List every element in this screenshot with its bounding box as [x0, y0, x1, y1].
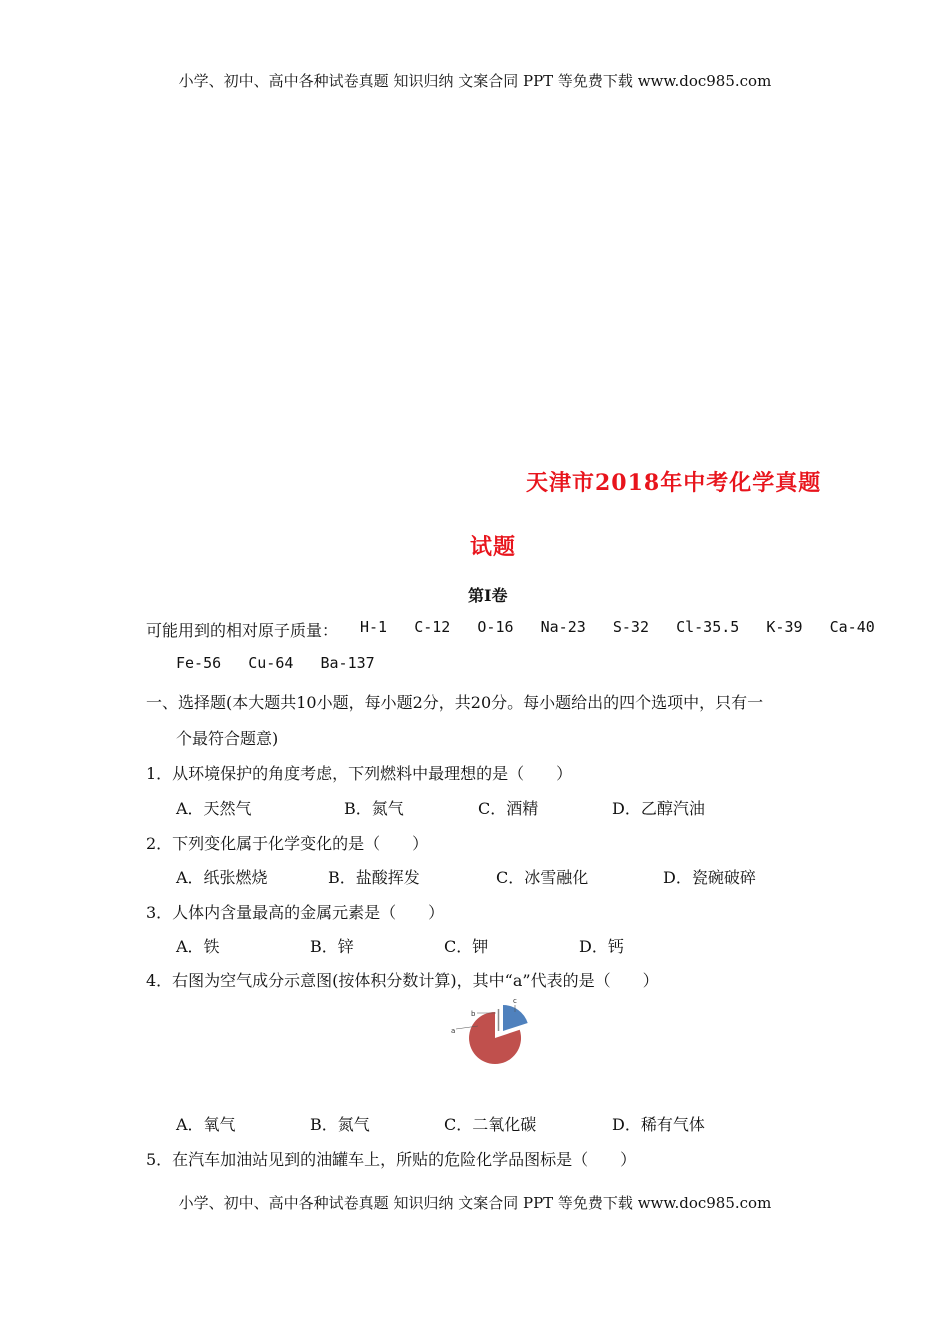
q4-option-a: A．氧气 [176, 1115, 236, 1134]
q2-option-d: D．瓷碗破碎 [663, 868, 756, 887]
mass-k: K-39 [766, 618, 803, 636]
mass-s: S-32 [612, 618, 649, 636]
question-5: 5．在汽车加油站见到的油罐车上，所贴的危险化学品图标是（ ） [146, 1150, 637, 1169]
q1-option-b: B．氮气 [344, 799, 404, 818]
q4-option-c: C．二氧化碳 [444, 1115, 537, 1134]
q3-option-b: B．锌 [310, 937, 354, 956]
question-2: 2．下列变化属于化学变化的是（ ） [146, 834, 429, 853]
q3-option-d: D．钙 [579, 937, 624, 956]
q2-option-b: B．盐酸挥发 [328, 868, 420, 887]
mass-o: O-16 [477, 618, 514, 636]
exam-subtitle: 试题 [470, 534, 517, 560]
pie-label-b: b [471, 1010, 476, 1018]
exam-title: 天津市2018年中考化学真题 [526, 470, 822, 496]
page-header: 小学、初中、高中各种试卷真题 知识归纳 文案合同 PPT 等免费下载 www.doc985.com [178, 72, 772, 90]
question-4: 4．右图为空气成分示意图(按体积分数计算)，其中“a”代表的是（ ） [146, 971, 659, 990]
question-1: 1．从环境保护的角度考虑，下列燃料中最理想的是（ ） [146, 764, 573, 783]
question-3: 3．人体内含量最高的金属元素是（ ） [146, 903, 445, 922]
mass-ca: Ca-40 [829, 618, 875, 636]
mass-ba: Ba-137 [320, 654, 375, 672]
mass-na: Na-23 [540, 618, 586, 636]
atomic-mass-label: 可能用到的相对原子质量： [146, 621, 339, 640]
atomic-mass-line1 [360, 618, 875, 636]
atomic-mass-line2 [176, 654, 375, 672]
q4-option-b: B．氮气 [310, 1115, 370, 1134]
q1-option-a: A．天然气 [176, 799, 252, 818]
page-footer: 小学、初中、高中各种试卷真题 知识归纳 文案合同 PPT 等免费下载 www.doc985.com [178, 1194, 772, 1212]
part1-instructions-cont: 个最符合题意) [176, 729, 279, 748]
mass-cu: Cu-64 [248, 654, 294, 672]
mass-c: C-12 [414, 618, 451, 636]
mass-cl: Cl-35.5 [676, 618, 740, 636]
pie-label-c: c [513, 997, 517, 1005]
mass-h: H-1 [360, 618, 388, 636]
q2-option-c: C．冰雪融化 [496, 868, 589, 887]
q1-option-c: C．酒精 [478, 799, 539, 818]
mass-fe: Fe-56 [176, 654, 222, 672]
q4-option-d: D．稀有气体 [612, 1115, 705, 1134]
q2-option-a: A．纸张燃烧 [176, 868, 268, 887]
pie-label-a: a [451, 1027, 456, 1035]
part1-instructions: 一、选择题(本大题共10小题，每小题2分，共20分。每小题给出的四个选项中，只有一 [146, 693, 764, 712]
air-composition-pie-chart [440, 995, 550, 1085]
q3-option-c: C．钾 [444, 937, 489, 956]
q3-option-a: A．铁 [176, 937, 220, 956]
section-title: 第Ⅰ卷 [468, 586, 508, 605]
pie-slice-c [503, 1005, 528, 1031]
q1-option-d: D．乙醇汽油 [612, 799, 705, 818]
